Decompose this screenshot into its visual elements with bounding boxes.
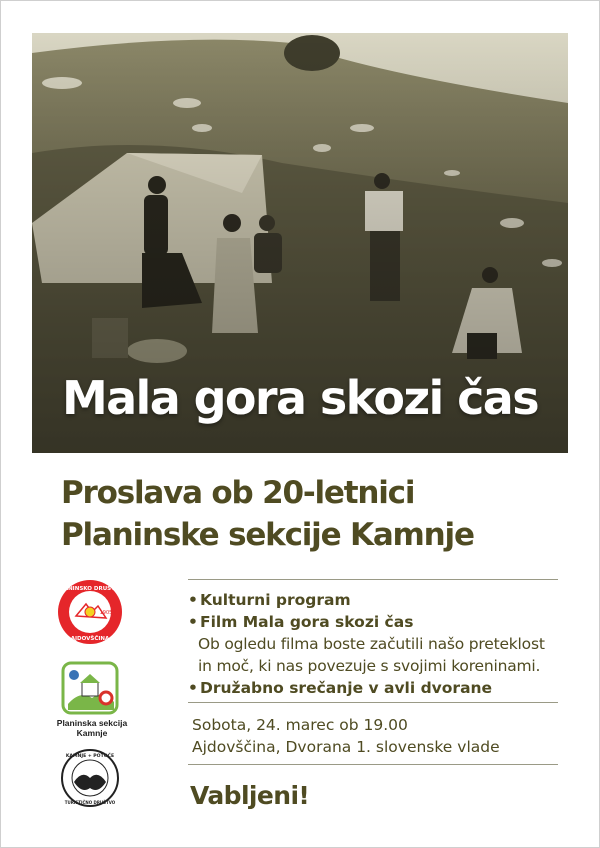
td-kamnje-potoce-logo [60,748,120,808]
pd-logo-top-text: PLANINSKO DRUŠTVO [56,586,124,592]
event-date-time: Sobota, 24. marec ob 19.00 [192,716,408,734]
event-details [192,714,500,758]
pd-logo-year: 1905 [99,610,113,616]
pd-ajdovscina-logo [56,578,124,646]
ps-kamnje-caption [40,718,144,738]
ps-kamnje-caption-line-2: Kamnje [76,728,108,738]
film-description-line-2: in moč, ki nas povezuje s svojimi koreninami. [198,657,541,675]
event-venue: Ajdovščina, Dvorana 1. slovenske vlade [192,738,500,756]
program-item [188,611,568,633]
bullet-icon: • [188,613,198,631]
divider-bottom [188,764,558,765]
invitation-text: Vabljeni! [190,781,310,810]
program-item [188,677,568,699]
divider-top [188,579,558,580]
poster-title: Mala gora skozi čas [61,371,539,425]
td-logo-bottom-text: TURISTIČNO DRUŠTVO [64,800,116,805]
subtitle-line-2: Planinske sekcije Kamnje [61,517,474,553]
program-item [188,589,568,611]
program-list [188,589,568,699]
subtitle-line-1: Proslava ob 20-letnici [61,475,415,511]
program-item-label: Družabno srečanje v avli dvorane [200,679,493,697]
program-item-label: Film Mala gora skozi čas [200,613,414,631]
poster-subtitle [61,472,561,556]
bullet-icon: • [188,591,198,609]
program-item-label: Kulturni program [200,591,351,609]
ps-kamnje-logo [60,660,120,716]
divider-middle [188,702,558,703]
ps-kamnje-caption-line-1: Planinska sekcija [56,718,128,728]
bullet-icon: • [188,679,198,697]
film-description-line-1: Ob ogledu filma boste začutili našo preteklost [198,635,545,653]
pd-logo-bottom-text: AJDOVŠČINA [70,636,110,642]
td-logo-top-text: KAMNJE + POTOČE [65,754,115,759]
